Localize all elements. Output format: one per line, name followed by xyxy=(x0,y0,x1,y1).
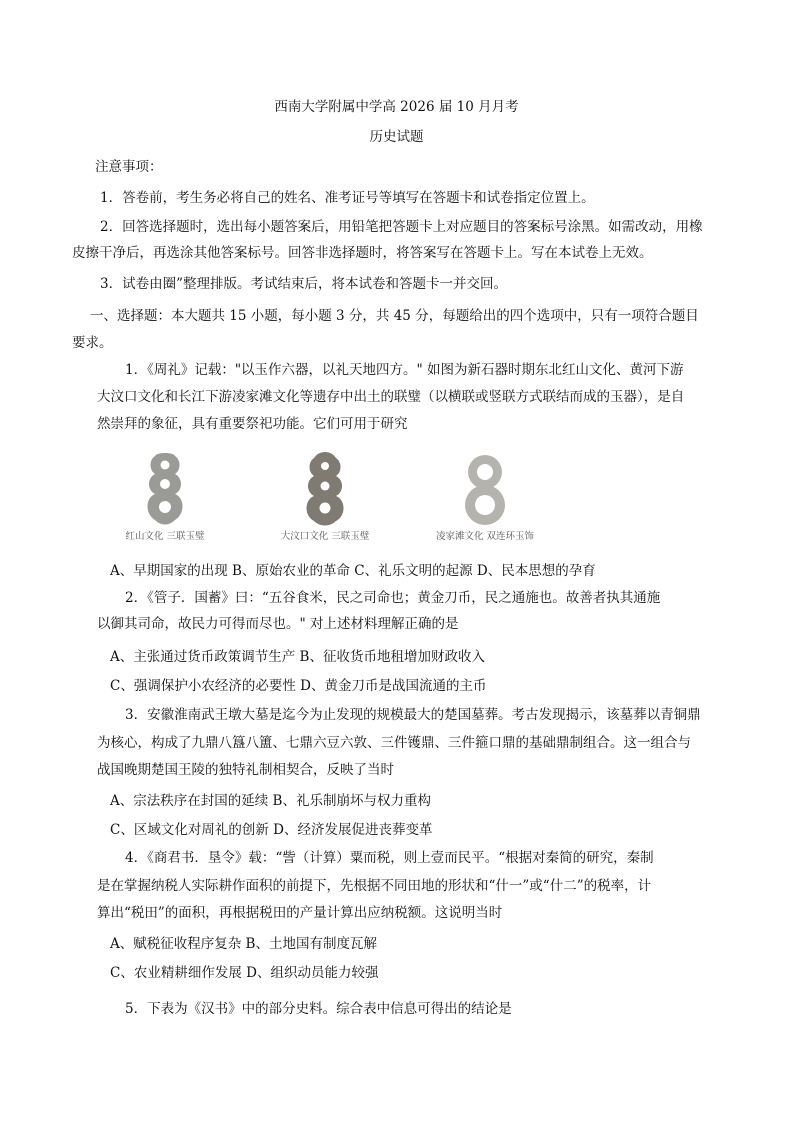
caption-dawenkou: 大汶口文化 三联玉璧 xyxy=(280,531,370,542)
figure-hongshan-jade xyxy=(110,448,220,548)
note-2-line2: 皮擦干净后，再选涂其他答案标号。回答非选择题时，将答案写在答题卡上。写在本试卷上无效。 xyxy=(72,245,653,261)
q3-options-line2: C、区域文化对周礼的创新 D、经济发展促进丧葬变革 xyxy=(110,822,433,838)
q4-options-line2: C、农业精耕细作发展 D、组织动员能力较强 xyxy=(110,965,379,981)
q4-stem-line3: 算出“税田”的面积，再根据税田的产量计算出应纳税额。这说明当时 xyxy=(97,905,503,921)
dawenkou-jade-icon xyxy=(295,450,355,528)
figure-dawenkou-jade xyxy=(270,448,380,548)
section-heading-line2: 要求。 xyxy=(72,335,113,351)
note-1: 1．答卷前，考生务必将自己的姓名、准考证号等填写在答题卡和试卷指定位置上。 xyxy=(100,190,595,206)
q5-stem-line1: 5．下表为《汉书》中的部分史料。综合表中信息可得出的结论是 xyxy=(125,1001,512,1017)
notes-heading: 注意事项： xyxy=(95,159,163,175)
q1-stem-line1: 1．《周礼》记载："以玉作六器，以礼天地四方。" 如图为新石器时期东北红山文化、黄河下游 xyxy=(125,362,684,378)
q3-options-line1: A、宗法秩序在封国的延续 B、礼乐制崩坏与权力重构 xyxy=(110,793,431,809)
note-2-line1: 2．回答选择题时，选出每小题答案后，用铅笔把答题卡上对应题目的答案标号涂黑。如需改动，用橡 xyxy=(100,219,703,235)
q1-stem-line2: 大汶口文化和长江下游凌家滩文化等遗存中出土的联璧（以横联或竖联方式联结而成的玉器），是自 xyxy=(97,389,685,405)
caption-lingjiatan: 凌家滩文化 双连环玉饰 xyxy=(435,531,535,542)
exam-title: 西南大学附属中学高 2026 届 10 月月考 xyxy=(274,99,519,115)
q3-stem-line3: 战国晚期楚国王陵的独特礼制相契合，反映了当时 xyxy=(97,762,394,778)
q4-options-line1: A、赋税征收程序复杂 B、土地国有制度瓦解 xyxy=(110,936,377,952)
note-3: 3．试卷由圈”整理排版。考试结束后，将本试卷和答题卡一并交回。 xyxy=(100,276,507,292)
exam-subtitle: 历史试题 xyxy=(369,129,424,145)
caption-hongshan: 红山文化 三联玉璧 xyxy=(125,531,205,542)
q1-jade-figures xyxy=(110,448,550,548)
q1-stem-line3: 然崇拜的象征，具有重要祭祀功能。它们可用于研究 xyxy=(97,416,408,432)
lingjiatan-jade-icon xyxy=(455,450,515,528)
q3-stem-line2: 为核心，构成了九鼎八簋八簠、七鼎六豆六敦、三件镬鼎、三件箍口鼎的基础鼎制组合。这一组合与 xyxy=(97,735,691,751)
q4-stem-line2: 是在掌握纳税人实际耕作面积的前提下，先根据不同田地的形状和“什一”或“什二”的税率，计 xyxy=(97,878,652,894)
section-heading-line1: 一、选择题：本大题共 15 小题，每小题 3 分，共 45 分，每题给出的四个选项中，只有一项符合题目 xyxy=(90,308,699,324)
q3-stem-line1: 3．安徽淮南武王墩大墓是迄今为止发现的规模最大的楚国墓葬。考古发现揭示，该墓葬以青铜鼎 xyxy=(125,707,701,723)
q2-options-line1: A、主张通过货币政策调节生产 B、征收货币地租增加财政收入 xyxy=(110,649,485,665)
q4-stem-line1: 4．《商君书．垦令》载：“訾（计算）粟而税，则上壹而民平。“根据对秦简的研究，秦制 xyxy=(125,850,654,866)
hongshan-jade-icon xyxy=(135,450,195,528)
figure-lingjiatan-jade xyxy=(430,448,540,548)
q2-stem-line1: 2．《管子．国蓄》曰：“五谷食米，民之司命也；黄金刀币，民之通施也。故善者执其通施 xyxy=(125,590,661,606)
q1-options: A、早期国家的出现 B、原始农业的革命 C、礼乐文明的起源 D、民本思想的孕育 xyxy=(110,563,596,579)
q2-stem-line2: 以御其司命，故民力可得而尽也。" 对上述材料理解正确的是 xyxy=(97,616,459,632)
q2-options-line2: C、强调保护小农经济的必要性 D、黄金刀币是战国流通的主币 xyxy=(110,678,487,694)
